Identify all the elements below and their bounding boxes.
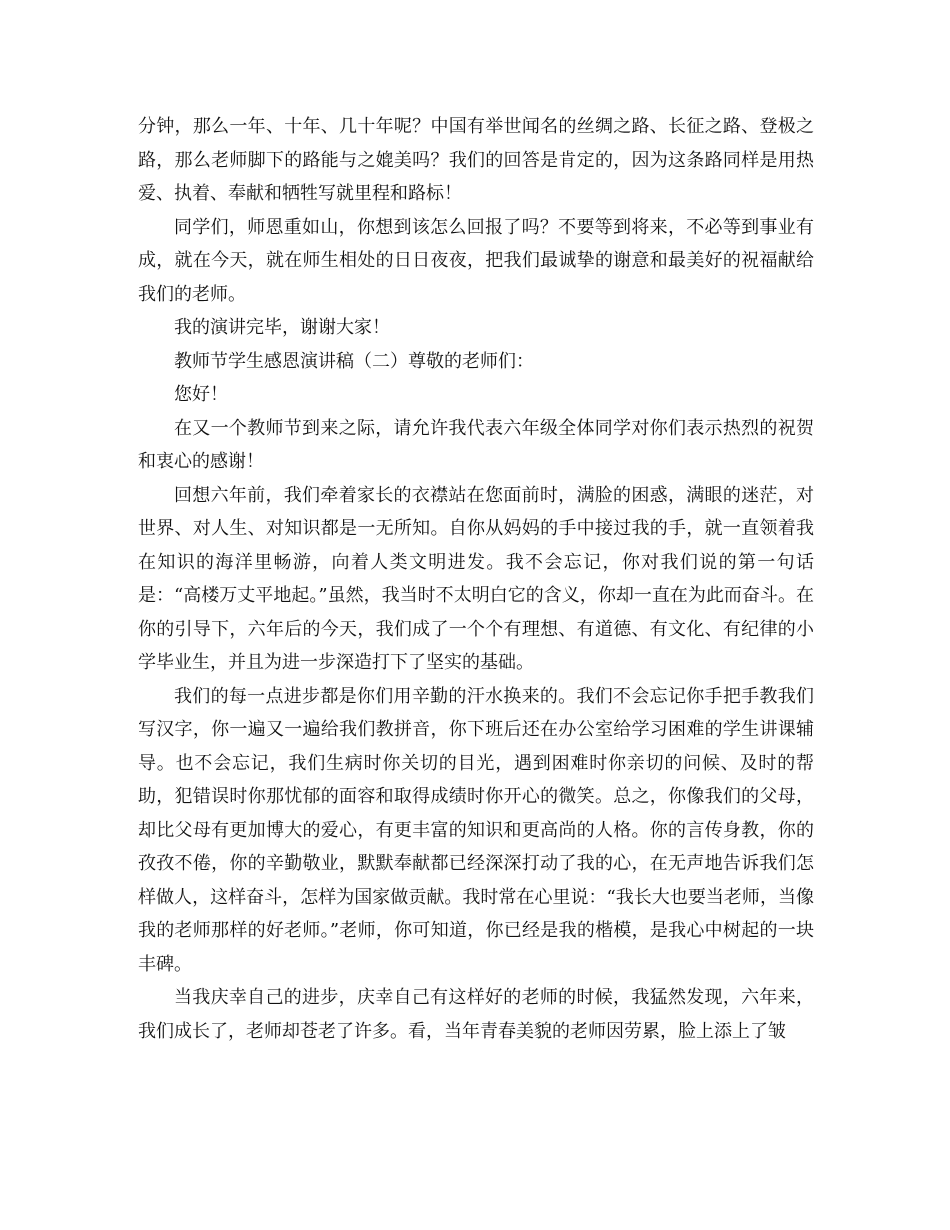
paragraph-8: 我们的每一点进步都是你们用辛勤的汗水换来的。我们不会忘记你手把手教我们写汉字，你一遍又一遍给我们教拼音，你下班后还在办公室给学习困难的学生讲课辅导。也不会忘记，我们生病时你关切的目光，遇到困难时你亲切的问候、及时的帮助，犯错误时你那忧郁的面容和取得成绩时你开心的微笑。总之，你像我们的父母，却比父母有更加博大的爱心，有更丰富的知识和更高尚的人格。你的言传身教，你的孜孜不倦，你的辛勤敬业，默默奉献都已经深深打动了我的心，在无声地告诉我们怎样做人，这样奋斗，怎样为国家做贡献。我时常在心里说：“我长大也要当老师，当像我的老师那样的好老师。”老师，你可知道，你已经是我的楷模，是我心中树起的一块丰碑。 <box>138 685 814 975</box>
paragraph-1: 分钟，那么一年、十年、几十年呢？中国有举世闻名的丝绸之路、长征之路、登极之路，那么老师脚下的路能与之媲美吗？我们的回答是肯定的，因为这条路同样是用热爱、执着、奉献和牺牲写就里程和路标！ <box>138 116 814 204</box>
paragraph-9: 当我庆幸自己的进步，庆幸自己有这样好的老师的时候，我猛然发现，六年来，我们成长了，老师却苍老了许多。看，当年青春美貌的老师因劳累，脸上添上了皱 <box>138 987 814 1042</box>
paragraph-5: 您好！ <box>174 384 228 405</box>
document-page <box>138 110 814 1048</box>
paragraph-4: 教师节学生感恩演讲稿（二）尊敬的老师们： <box>174 350 534 372</box>
paragraph-7: 回想六年前，我们牵着家长的衣襟站在您面前时，满脸的困惑，满眼的迷茫，对世界、对人生、对知识都是一无所知。自你从妈妈的手中接过我的手，就一直领着我在知识的海洋里畅游，向着人类文明进发。我不会忘记，你对我们说的第一句话是：“高楼万丈平地起。”虽然，我当时不太明白它的含义，你却一直在为此而奋斗。在你的引导下，六年后的今天，我们成了一个个有理想、有道德、有文化、有纪律的小学毕业生，并且为进一步深造打下了坚实的基础。 <box>138 484 814 673</box>
paragraph-6: 在又一个教师节到来之际，请允许我代表六年级全体同学对你们表示热烈的祝贺和衷心的感谢！ <box>138 417 814 472</box>
paragraph-3: 我的演讲完毕，谢谢大家！ <box>174 317 390 338</box>
paragraph-2: 同学们，师恩重如山，你想到该怎么回报了吗？不要等到将来，不必等到事业有成，就在今天，就在师生相处的日日夜夜，把我们最诚挚的谢意和最美好的祝福献给我们的老师。 <box>138 216 814 305</box>
